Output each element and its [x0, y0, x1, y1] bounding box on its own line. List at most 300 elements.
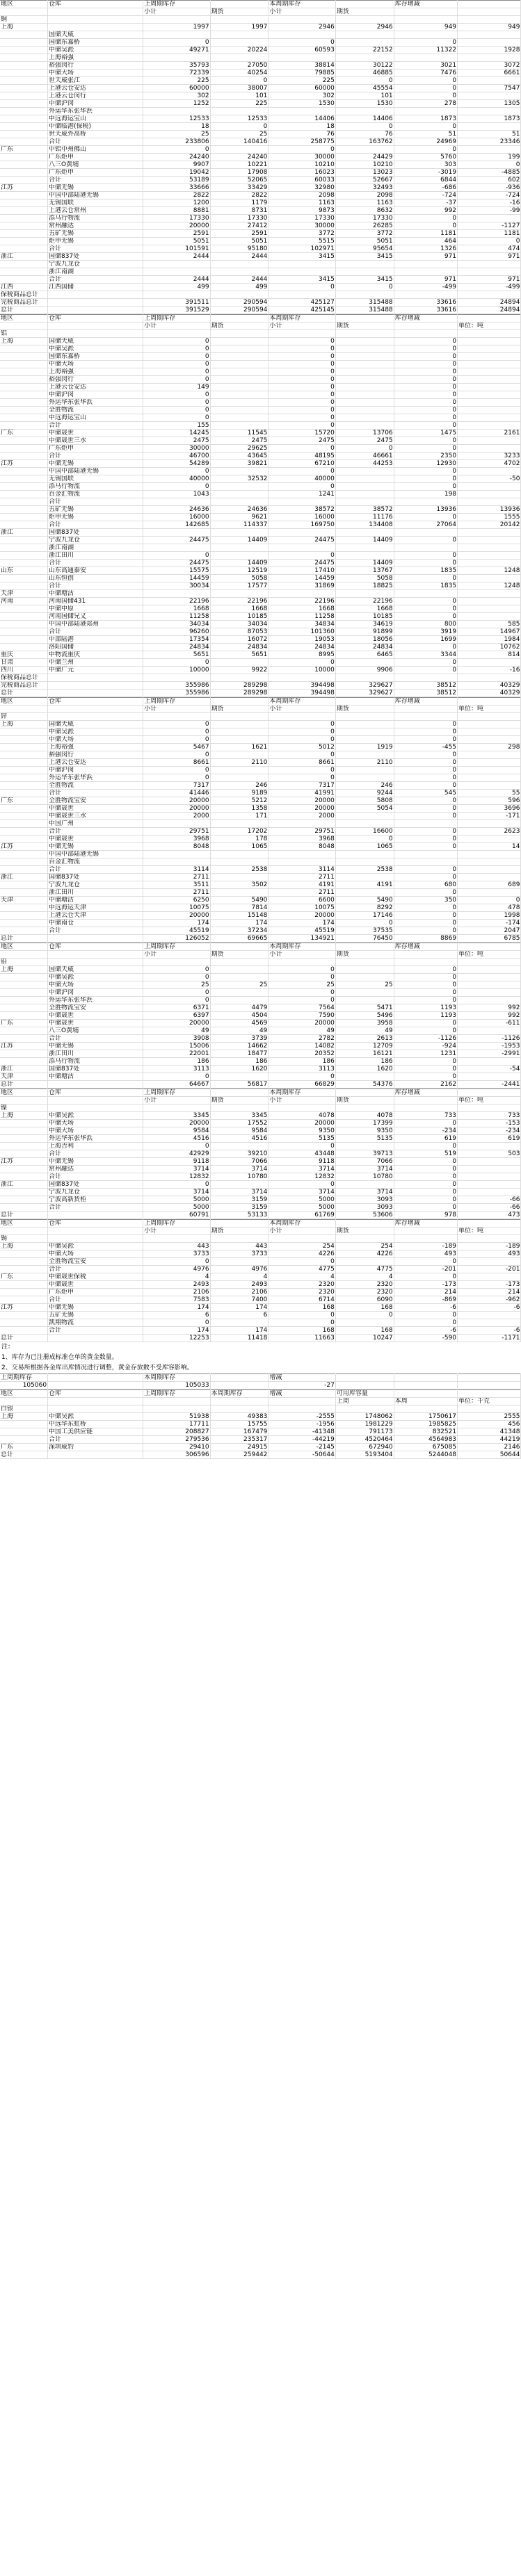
- value-cell: 2711: [143, 874, 210, 881]
- value-cell: [210, 851, 268, 858]
- value-cell: 期货: [335, 706, 394, 713]
- value-cell: [335, 1089, 394, 1097]
- region-cell: [0, 177, 48, 184]
- value-cell: [335, 544, 394, 552]
- value-cell: [458, 1319, 521, 1327]
- table-row: [0, 1266, 521, 1273]
- value-cell: 期货: [210, 951, 268, 959]
- value-cell: 40329: [458, 682, 521, 690]
- warehouse-cell: 广东炬申: [48, 445, 143, 453]
- value-cell: [210, 698, 268, 706]
- value-cell: 6: [143, 1312, 210, 1319]
- value-cell: -6: [458, 1327, 521, 1335]
- value-cell: -27: [268, 1382, 335, 1389]
- value-cell: [335, 1374, 394, 1382]
- table-row: [0, 54, 521, 62]
- region-cell: [0, 207, 48, 215]
- value-cell: 4569: [210, 1020, 268, 1027]
- value-cell: 单位：吨: [458, 1228, 521, 1235]
- region-cell: [0, 537, 48, 544]
- value-cell: [458, 391, 521, 399]
- value-cell: 4: [335, 1273, 394, 1281]
- value-cell: 4479: [210, 1004, 268, 1012]
- warehouse-cell: 合计: [48, 138, 143, 146]
- value-cell: 33616: [394, 299, 457, 307]
- value-cell: [458, 1181, 521, 1189]
- warehouse-cell: [48, 323, 143, 330]
- value-cell: 14409: [335, 537, 394, 544]
- value-cell: 0: [394, 384, 457, 391]
- table-row: [0, 422, 521, 430]
- table-row: [0, 1451, 521, 1459]
- value-cell: 155: [143, 422, 210, 430]
- table-row: [0, 552, 521, 560]
- value-cell: 16072: [210, 636, 268, 644]
- value-cell: [458, 468, 521, 475]
- table-row: [0, 391, 521, 399]
- value-cell: 0: [394, 974, 457, 981]
- value-cell: 0: [394, 989, 457, 997]
- value-cell: 1193: [394, 1004, 457, 1012]
- value-cell: [210, 889, 268, 897]
- value-cell: 8292: [335, 904, 394, 912]
- table-row: [0, 582, 521, 590]
- value-cell: 37535: [335, 927, 394, 935]
- value-cell: 6250: [143, 897, 210, 904]
- value-cell: 499: [143, 284, 210, 291]
- value-cell: 3714: [143, 1166, 210, 1173]
- value-cell: 本周期库存: [268, 315, 335, 323]
- region-cell: [0, 1319, 48, 1327]
- value-cell: [458, 851, 521, 858]
- region-cell: [0, 245, 48, 253]
- value-cell: 3714: [335, 1189, 394, 1196]
- value-cell: [143, 590, 210, 598]
- warehouse-cell: 中国中部陆港郑州: [48, 621, 143, 628]
- value-cell: 279536: [143, 1436, 210, 1444]
- region-cell: [0, 39, 48, 47]
- table-row: [0, 621, 521, 628]
- value-cell: 394498: [268, 690, 335, 697]
- value-cell: 1179: [210, 199, 268, 207]
- value-cell: 992: [394, 207, 457, 215]
- warehouse-cell: 中储无锡: [48, 460, 143, 468]
- value-cell: [210, 736, 268, 744]
- value-cell: [458, 874, 521, 881]
- value-cell: 30000: [268, 222, 335, 230]
- region-cell: 重庆: [0, 651, 48, 659]
- value-cell: 25: [143, 981, 210, 989]
- value-cell: [458, 1405, 521, 1413]
- value-cell: [335, 468, 394, 475]
- table-row: [0, 997, 521, 1004]
- value-cell: -50: [458, 475, 521, 483]
- region-cell: [0, 161, 48, 169]
- value-cell: -99: [458, 207, 521, 215]
- warehouse-cell: 中储大场: [48, 1120, 143, 1127]
- table-row: [0, 897, 521, 904]
- value-cell: 0: [268, 736, 335, 744]
- region-cell: [0, 1266, 48, 1273]
- value-cell: 小计: [143, 323, 210, 330]
- value-cell: [335, 736, 394, 744]
- warehouse-cell: 外运华东张华浜: [48, 1135, 143, 1143]
- value-cell: 3714: [210, 1166, 268, 1173]
- value-cell: 4226: [335, 1250, 394, 1258]
- warehouse-cell: 中国广州: [48, 820, 143, 828]
- value-cell: 上周期库存: [143, 943, 210, 951]
- value-cell: 174: [210, 920, 268, 927]
- value-cell: 33666: [143, 184, 210, 192]
- table-row: [0, 721, 521, 728]
- table-row: [0, 904, 521, 912]
- region-cell: 浙江: [0, 874, 48, 881]
- value-cell: 2623: [458, 828, 521, 835]
- value-cell: [458, 1089, 521, 1097]
- table-row: [0, 744, 521, 751]
- table-row: [0, 920, 521, 927]
- value-cell: -41348: [268, 1428, 335, 1436]
- value-cell: [143, 498, 210, 506]
- value-cell: [394, 268, 457, 276]
- region-cell: [0, 989, 48, 997]
- value-cell: 302: [268, 92, 335, 100]
- table-row: [0, 514, 521, 521]
- warehouse-cell: [48, 24, 143, 31]
- value-cell: 10075: [268, 904, 335, 912]
- table-row: [0, 1058, 521, 1066]
- warehouse-cell: 合计: [48, 1266, 143, 1273]
- warehouse-cell: 宁波九龙仓: [48, 1189, 143, 1196]
- value-cell: [143, 1405, 210, 1413]
- value-cell: 5808: [335, 797, 394, 805]
- value-cell: 小计: [143, 8, 210, 16]
- warehouse-cell: 中储无锡: [48, 843, 143, 851]
- value-cell: 0: [268, 1143, 335, 1150]
- value-cell: 0: [394, 345, 457, 353]
- region-cell: [0, 437, 48, 445]
- value-cell: [268, 959, 335, 966]
- value-cell: 1699: [394, 636, 457, 644]
- value-cell: 8661: [143, 759, 210, 767]
- value-cell: 53133: [210, 1212, 268, 1219]
- value-cell: -962: [458, 1296, 521, 1304]
- value-cell: 0: [394, 1173, 457, 1181]
- value-cell: 0: [394, 391, 457, 399]
- value-cell: 1873: [458, 115, 521, 123]
- value-cell: 3511: [143, 881, 210, 889]
- value-cell: [335, 1073, 394, 1081]
- value-cell: -189: [458, 1243, 521, 1250]
- region-cell: 江苏: [0, 184, 48, 192]
- region-cell: [0, 621, 48, 628]
- table-row: [0, 1204, 521, 1212]
- warehouse-cell: 合计: [48, 1150, 143, 1158]
- value-cell: -2555: [268, 1413, 335, 1421]
- value-cell: [335, 851, 394, 858]
- value-cell: 355986: [143, 682, 210, 690]
- table-row: [0, 1281, 521, 1289]
- value-cell: 0: [268, 989, 335, 997]
- value-cell: 225: [210, 100, 268, 108]
- warehouse-cell: 中储南仓: [48, 920, 143, 927]
- value-cell: [268, 498, 335, 506]
- value-cell: [143, 54, 210, 62]
- region-cell: [0, 920, 48, 927]
- value-cell: 2946: [335, 24, 394, 31]
- metal-title-row: [0, 1405, 521, 1413]
- value-cell: 0: [394, 605, 457, 613]
- value-cell: 101360: [268, 628, 335, 636]
- value-cell: 315488: [335, 307, 394, 314]
- table-row: [0, 131, 521, 138]
- value-cell: [335, 774, 394, 782]
- warehouse-cell: [48, 959, 143, 966]
- value-cell: 6714: [268, 1296, 335, 1304]
- region-cell: [0, 1196, 48, 1204]
- value-cell: 5000: [268, 1196, 335, 1204]
- table-row: [0, 866, 521, 874]
- warehouse-cell: 外运华东张华浜: [48, 774, 143, 782]
- warehouse-cell: [48, 682, 143, 690]
- warehouse-cell: 合计: [48, 582, 143, 590]
- value-cell: 12709: [335, 1043, 394, 1050]
- value-cell: 本周期库存: [143, 1374, 210, 1382]
- value-cell: 17354: [143, 636, 210, 644]
- value-cell: [335, 997, 394, 1004]
- value-cell: 31869: [268, 582, 335, 590]
- value-cell: 3093: [335, 1196, 394, 1204]
- warehouse-cell: 中储晟世: [48, 1012, 143, 1020]
- region-cell: [0, 805, 48, 813]
- value-cell: 0: [394, 123, 457, 131]
- value-cell: [210, 1374, 268, 1382]
- value-cell: 3714: [268, 1166, 335, 1173]
- region-cell: [0, 1027, 48, 1035]
- warehouse-cell: 外运华东张华浜: [48, 399, 143, 407]
- value-cell: 38512: [394, 690, 457, 697]
- value-cell: 0: [143, 483, 210, 491]
- warehouse-cell: 中储吴淞: [48, 1243, 143, 1250]
- table-row: [0, 1212, 521, 1219]
- value-cell: 32980: [268, 184, 335, 192]
- value-cell: [210, 751, 268, 759]
- value-cell: [458, 376, 521, 384]
- value-cell: [335, 721, 394, 728]
- value-cell: [458, 1258, 521, 1266]
- value-cell: 16121: [335, 1050, 394, 1058]
- warehouse-cell: 全胜物流: [48, 782, 143, 790]
- table-row: [0, 667, 521, 674]
- value-cell: 4191: [268, 881, 335, 889]
- table-header-row: [0, 943, 521, 951]
- value-cell: 4226: [268, 1250, 335, 1258]
- value-cell: 2444: [210, 276, 268, 284]
- value-cell: 0: [268, 767, 335, 774]
- value-cell: 2320: [335, 1289, 394, 1296]
- value-cell: 5051: [143, 238, 210, 245]
- value-cell: 163762: [335, 138, 394, 146]
- value-cell: 0: [268, 399, 335, 407]
- region-cell: [0, 706, 48, 713]
- metal-table: [0, 0, 521, 314]
- value-cell: 12253: [143, 1335, 210, 1342]
- table-row: [0, 989, 521, 997]
- region-cell: 总计: [0, 690, 48, 697]
- table-row: [0, 636, 521, 644]
- warehouse-cell: 世天威外高桥: [48, 131, 143, 138]
- region-cell: [0, 1289, 48, 1296]
- value-cell: 5054: [335, 805, 394, 813]
- value-cell: [458, 529, 521, 537]
- region-cell: 地区: [0, 1390, 48, 1398]
- value-cell: 2000: [268, 813, 335, 820]
- value-cell: 5012: [268, 744, 335, 751]
- region-cell: [0, 399, 48, 407]
- region-cell: [0, 974, 48, 981]
- value-cell: 174: [210, 1327, 268, 1335]
- value-cell: 306596: [143, 1451, 210, 1459]
- value-cell: 235317: [210, 1436, 268, 1444]
- table-row: [0, 1012, 521, 1020]
- value-cell: 0: [394, 92, 457, 100]
- table-row: [0, 307, 521, 314]
- value-cell: 期货: [210, 706, 268, 713]
- value-cell: -590: [394, 1335, 457, 1342]
- value-cell: [268, 268, 335, 276]
- table-row: [0, 483, 521, 491]
- value-cell: 2444: [143, 276, 210, 284]
- table-row: [0, 115, 521, 123]
- warehouse-cell: 炬申无锡: [48, 514, 143, 521]
- region-cell: 完税商品总计: [0, 299, 48, 307]
- value-cell: 49: [210, 1027, 268, 1035]
- value-cell: 0: [268, 422, 335, 430]
- warehouse-cell: 中储晟世三水: [48, 437, 143, 445]
- gold-values-row: [0, 1382, 521, 1389]
- value-cell: 14409: [210, 537, 268, 544]
- value-cell: [458, 1058, 521, 1066]
- warehouse-cell: 山东恒创: [48, 575, 143, 582]
- value-cell: 34834: [268, 621, 335, 628]
- value-cell: 17410: [268, 567, 335, 575]
- value-cell: 1668: [268, 605, 335, 613]
- value-cell: 5000: [143, 1196, 210, 1204]
- value-cell: [458, 713, 521, 721]
- value-cell: 101591: [143, 245, 210, 253]
- value-cell: 12832: [268, 1173, 335, 1181]
- region-cell: 105060: [0, 1382, 48, 1389]
- region-cell: [0, 927, 48, 935]
- value-cell: 9584: [143, 1127, 210, 1135]
- value-cell: 473: [458, 1212, 521, 1219]
- value-cell: [210, 1382, 268, 1389]
- value-cell: 3772: [268, 230, 335, 238]
- value-cell: 29751: [268, 828, 335, 835]
- value-cell: [210, 529, 268, 537]
- warehouse-cell: 炬申无锡: [48, 238, 143, 245]
- value-cell: 39210: [210, 1150, 268, 1158]
- value-cell: 259442: [210, 1451, 268, 1459]
- value-cell: [458, 674, 521, 682]
- value-cell: 6661: [458, 70, 521, 77]
- value-cell: [143, 544, 210, 552]
- region-cell: 江苏: [0, 460, 48, 468]
- value-cell: 49: [268, 1027, 335, 1035]
- region-cell: 广东: [0, 1020, 48, 1027]
- value-cell: [210, 353, 268, 361]
- warehouse-cell: 合计: [48, 276, 143, 284]
- value-cell: 0: [143, 721, 210, 728]
- value-cell: 0: [268, 146, 335, 154]
- value-cell: 1252: [143, 100, 210, 108]
- value-cell: 20000: [268, 912, 335, 920]
- value-cell: 44253: [335, 460, 394, 468]
- value-cell: 0: [394, 1258, 457, 1266]
- warehouse-cell: 国储天威: [48, 966, 143, 974]
- value-cell: 0: [394, 414, 457, 422]
- value-cell: 1065: [335, 843, 394, 851]
- warehouse-cell: 仓库: [48, 1390, 143, 1398]
- value-cell: 0: [268, 974, 335, 981]
- table-row: [0, 598, 521, 605]
- value-cell: [458, 1382, 521, 1389]
- value-cell: 25: [210, 981, 268, 989]
- value-cell: 0: [335, 835, 394, 843]
- table-row: [0, 47, 521, 54]
- warehouse-cell: [48, 299, 143, 307]
- warehouse-cell: 浙江田川: [48, 1050, 143, 1058]
- region-cell: 总计: [0, 307, 48, 314]
- value-cell: 20142: [458, 521, 521, 529]
- warehouse-cell: [48, 1335, 143, 1342]
- region-cell: 地区: [0, 1220, 48, 1228]
- value-cell: 971: [458, 276, 521, 284]
- value-cell: 0: [210, 77, 268, 85]
- value-cell: 本周期库存: [268, 1220, 335, 1228]
- value-cell: [210, 774, 268, 782]
- value-cell: 443: [210, 1243, 268, 1250]
- value-cell: 24969: [394, 138, 457, 146]
- table-row: [0, 1335, 521, 1342]
- value-cell: 22196: [210, 598, 268, 605]
- value-cell: [268, 261, 335, 268]
- region-cell: [0, 353, 48, 361]
- value-cell: 44219: [458, 1436, 521, 1444]
- region-cell: [0, 521, 48, 529]
- value-cell: 24429: [335, 154, 394, 161]
- warehouse-cell: 仓库: [48, 1220, 143, 1228]
- table-row: [0, 1289, 521, 1296]
- value-cell: 2538: [335, 866, 394, 874]
- value-cell: 0: [394, 1312, 457, 1319]
- value-cell: 库存增减: [394, 698, 457, 706]
- value-cell: [458, 1273, 521, 1281]
- value-cell: [458, 1073, 521, 1081]
- value-cell: 22196: [143, 598, 210, 605]
- value-cell: 29410: [143, 1444, 210, 1451]
- value-cell: -6: [458, 1304, 521, 1312]
- value-cell: 0: [394, 368, 457, 376]
- value-cell: [268, 1398, 335, 1405]
- value-cell: 5760: [394, 154, 457, 161]
- value-cell: 0: [268, 552, 335, 560]
- value-cell: 小计: [268, 323, 335, 330]
- value-cell: 18: [268, 123, 335, 131]
- value-cell: [458, 16, 521, 24]
- value-cell: 2493: [143, 1281, 210, 1289]
- value-cell: [394, 498, 457, 506]
